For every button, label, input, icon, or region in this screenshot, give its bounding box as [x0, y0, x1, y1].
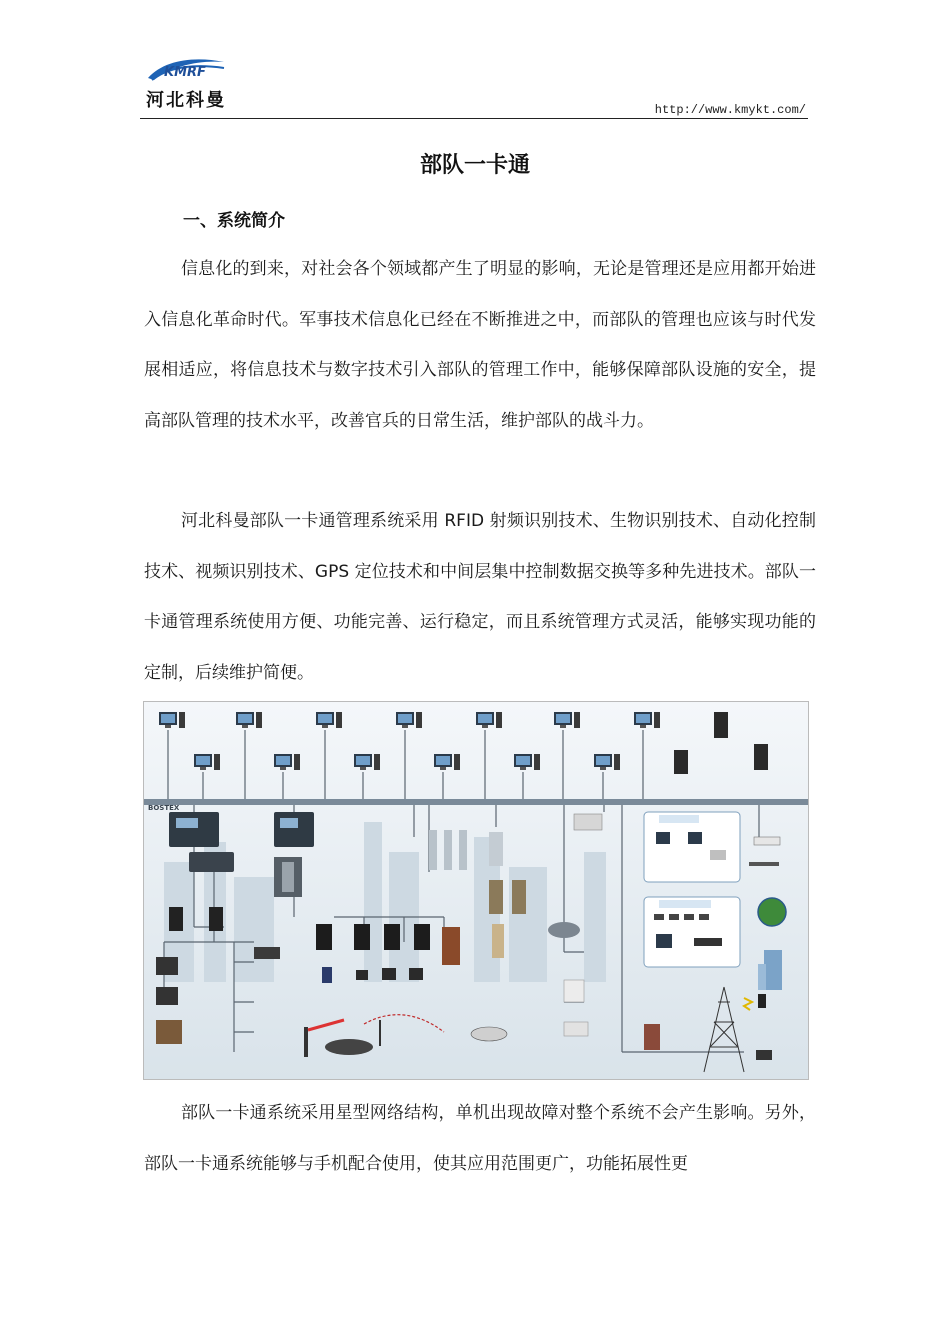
logo-swoosh-icon — [144, 54, 228, 84]
logo-chinese-name: 河北科曼 — [146, 90, 226, 111]
door-controller-panel — [169, 812, 219, 847]
page-title: 部队一卡通 — [419, 153, 530, 178]
logo-brand: KMRF — [164, 65, 206, 80]
technology-paragraph: 河北科曼部队一卡通管理系统采用 RFID 射频识别技术、生物识别技术、自动化控制技术、视频识别技术、GPS 定位技术和中间层集中控制数据交换等多种先进技术。部队一卡通管理系统使用方便、功能完善、运行稳定，而且系统管理方式灵活，能够实现功能的定制，后续维护简便。 — [144, 511, 816, 683]
bus-label: BOSTEX — [148, 804, 180, 812]
gateway-box — [189, 852, 234, 872]
section-heading: 一、系统简介 — [183, 211, 285, 231]
header-divider — [140, 118, 808, 119]
company-logo — [140, 50, 230, 118]
elevator-image — [274, 857, 302, 897]
page-header — [140, 50, 808, 120]
architecture-svg — [144, 702, 808, 1079]
elevator-controller-panel — [274, 812, 314, 847]
system-architecture-diagram — [143, 701, 809, 1080]
website-url[interactable]: http://www.kmykt.com/ — [654, 103, 806, 117]
payment-subsystem-panel — [644, 812, 740, 882]
intro-paragraph: 信息化的到来，对社会各个领域都产生了明显的影响，无论是管理还是应用都开始进入信息化革命时代。军事技术信息化已经在不断推进之中，而部队的管理也应该与时代发展相适应，将信息技术与数字技术引入部队的管理工作中，能够保障部队设施的安全，提高部队管理的技术水平，改善官兵的日常生活，维护部队的战斗力。 — [144, 259, 816, 431]
video-surveillance-panel — [644, 897, 740, 967]
network-paragraph: 部队一卡通系统采用星型网络结构，单机出现故障对整个系统不会产生影响。另外，部队一卡通系统能够与手机配合使用，使其应用范围更广，功能拓展性更 — [144, 1103, 816, 1174]
network-bus — [144, 799, 808, 805]
